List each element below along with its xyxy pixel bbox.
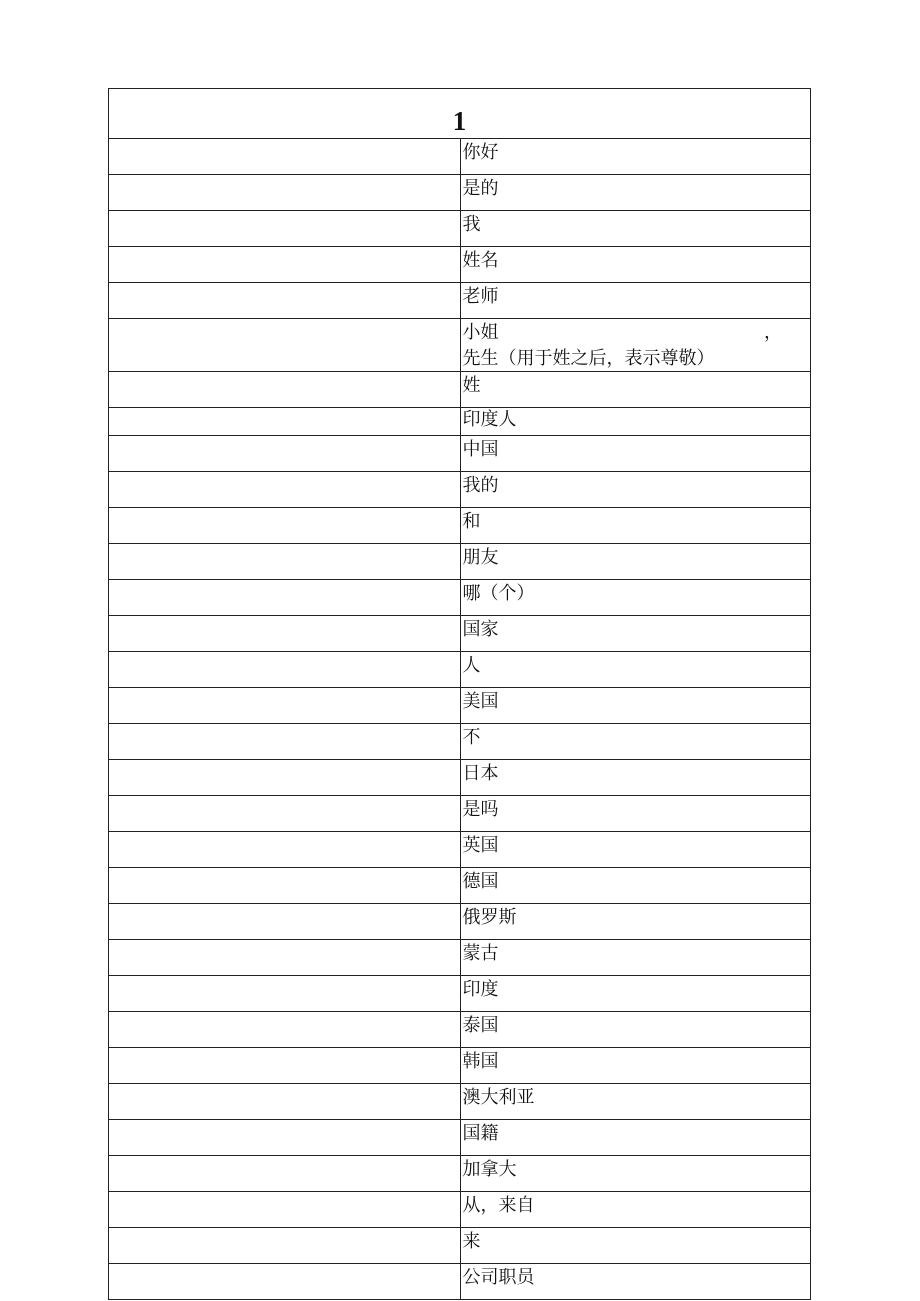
table-row xyxy=(109,508,811,544)
vocab-term: 是的 xyxy=(460,175,811,211)
vocab-term: 韩国 xyxy=(460,1048,811,1084)
left-cell xyxy=(109,724,461,760)
vocab-term: 印度 xyxy=(460,976,811,1012)
left-cell xyxy=(109,1048,461,1084)
vocab-term: 泰国 xyxy=(460,1012,811,1048)
left-cell xyxy=(109,616,461,652)
table-row xyxy=(109,868,811,904)
table-row xyxy=(109,796,811,832)
left-cell xyxy=(109,796,461,832)
table-row xyxy=(109,139,811,175)
vocab-term: 不 xyxy=(460,724,811,760)
left-cell xyxy=(109,436,461,472)
table-row xyxy=(109,472,811,508)
table-row xyxy=(109,372,811,408)
table-row xyxy=(109,1048,811,1084)
left-cell xyxy=(109,688,461,724)
vocab-term: 日本 xyxy=(460,760,811,796)
left-cell xyxy=(109,1264,461,1300)
table-row xyxy=(109,436,811,472)
table-row xyxy=(109,247,811,283)
vocab-term: 姓名 xyxy=(460,247,811,283)
left-cell xyxy=(109,868,461,904)
vocab-term: 蒙古 xyxy=(460,940,811,976)
left-cell xyxy=(109,247,461,283)
table-row xyxy=(109,544,811,580)
table-row xyxy=(109,832,811,868)
table-row xyxy=(109,652,811,688)
table-row xyxy=(109,283,811,319)
table-row xyxy=(109,408,811,436)
left-cell xyxy=(109,211,461,247)
title-row xyxy=(109,89,811,139)
table-row xyxy=(109,175,811,211)
left-cell xyxy=(109,139,461,175)
vocab-term: 你好 xyxy=(460,139,811,175)
left-cell xyxy=(109,1120,461,1156)
vocab-term: 哪（个） xyxy=(460,580,811,616)
vocab-term: 国籍 xyxy=(460,1120,811,1156)
table-row xyxy=(109,940,811,976)
table-row xyxy=(109,1084,811,1120)
left-cell xyxy=(109,544,461,580)
left-cell xyxy=(109,1156,461,1192)
left-cell xyxy=(109,408,461,436)
table-row xyxy=(109,580,811,616)
left-cell xyxy=(109,508,461,544)
left-cell xyxy=(109,940,461,976)
table-row xyxy=(109,211,811,247)
vocab-term-comma: ， xyxy=(764,322,782,343)
left-cell xyxy=(109,580,461,616)
left-cell xyxy=(109,1012,461,1048)
vocab-term: 国家 xyxy=(460,616,811,652)
vocab-term: 人 xyxy=(460,652,811,688)
left-cell xyxy=(109,1084,461,1120)
vocab-term: 加拿大 xyxy=(460,1156,811,1192)
vocab-term: 姓 xyxy=(460,372,811,408)
vocab-term-multiline xyxy=(460,319,811,372)
left-cell xyxy=(109,760,461,796)
left-cell xyxy=(109,175,461,211)
left-cell xyxy=(109,472,461,508)
vocab-term: 中国 xyxy=(460,436,811,472)
vocab-table xyxy=(108,88,811,1300)
vocab-term-line2: 先生（用于姓之后，表示尊敬） xyxy=(462,348,715,369)
left-cell xyxy=(109,652,461,688)
left-cell xyxy=(109,976,461,1012)
table-row xyxy=(109,319,811,372)
table-row xyxy=(109,976,811,1012)
vocab-term: 英国 xyxy=(460,832,811,868)
lesson-number: 1 xyxy=(452,106,467,136)
vocab-term: 德国 xyxy=(460,868,811,904)
vocab-term: 我的 xyxy=(460,472,811,508)
vocab-term: 印度人 xyxy=(460,408,811,436)
vocab-term: 老师 xyxy=(460,283,811,319)
vocab-term: 我 xyxy=(460,211,811,247)
vocab-term: 来 xyxy=(460,1228,811,1264)
table-row xyxy=(109,904,811,940)
left-cell xyxy=(109,832,461,868)
left-cell xyxy=(109,904,461,940)
table-row xyxy=(109,1012,811,1048)
table-row xyxy=(109,1120,811,1156)
table-row xyxy=(109,1228,811,1264)
table-row xyxy=(109,616,811,652)
vocab-term: 从，来自 xyxy=(460,1192,811,1228)
left-cell xyxy=(109,372,461,408)
table-row xyxy=(109,1264,811,1300)
left-cell xyxy=(109,319,461,372)
vocab-term: 和 xyxy=(460,508,811,544)
vocab-term: 美国 xyxy=(460,688,811,724)
table-row xyxy=(109,760,811,796)
left-cell xyxy=(109,1192,461,1228)
table-row xyxy=(109,1156,811,1192)
left-cell xyxy=(109,283,461,319)
table-row xyxy=(109,724,811,760)
left-cell xyxy=(109,1228,461,1264)
table-row xyxy=(109,1192,811,1228)
vocab-term: 朋友 xyxy=(460,544,811,580)
vocab-term-line1: 小姐 xyxy=(462,322,499,343)
lesson-title-cell xyxy=(109,89,811,139)
vocab-term: 澳大利亚 xyxy=(460,1084,811,1120)
vocab-term: 公司职员 xyxy=(460,1264,811,1300)
vocab-term: 是吗 xyxy=(460,796,811,832)
vocab-term: 俄罗斯 xyxy=(460,904,811,940)
table-row xyxy=(109,688,811,724)
